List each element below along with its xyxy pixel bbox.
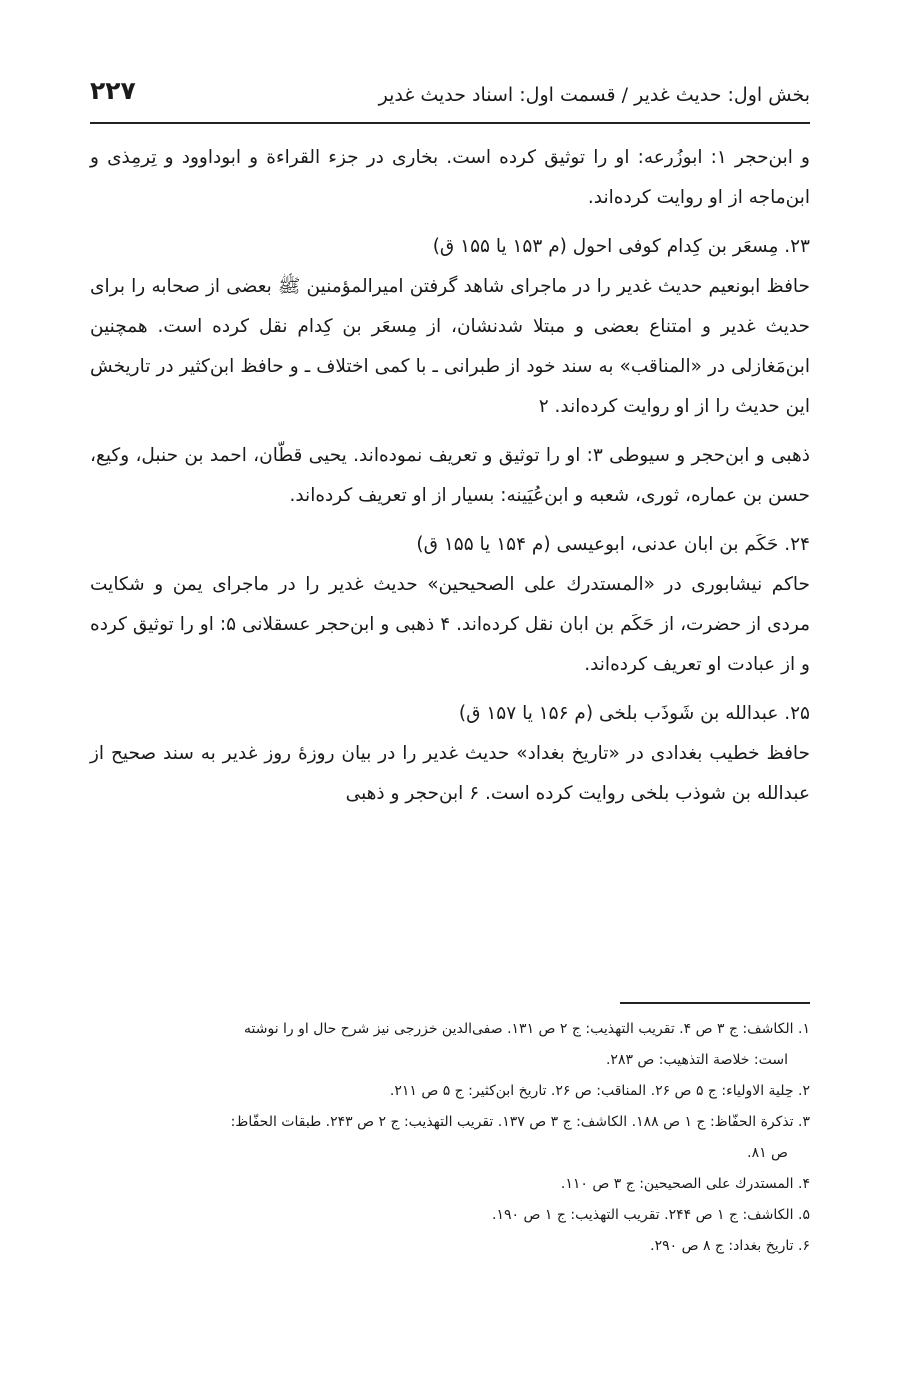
section-heading-24: ۲۴. حَکَم بن ابان عدنی، ابوعیسی (م ۱۵۴ یا ۱۵۵ ق) [416, 534, 810, 555]
page-number: ۲۲۷ [90, 76, 136, 105]
paragraph: حافظ خطیب بغدادی در «تاریخ بغداد» حدیث غدیر را در بیان روزهٔ روز غدیر به سند صحیح از عبدالله بن شوذب بلخی روایت کرده است. ۶ ابن‌حجر و ذهبی [90, 743, 810, 804]
section-heading-23: ۲۳. مِسعَر بن کِدام کوفی احول (م ۱۵۳ یا ۱۵۵ ق) [432, 236, 810, 257]
footnote-2: ۲. حِلیة الاولیاء: ج ۵ ص ۲۶. المناقب: ص ۲۶. تاریخ ابن‌کثیر: ج ۵ ص ۲۱۱. [389, 1083, 810, 1099]
footnote-1: ۱. الکاشف: ج ۳ ص ۴. تقریب التهذیب: ج ۲ ص ۱۳۱. صفی‌الدین خزرجی نیز شرح حال او را نوشته [244, 1021, 810, 1037]
paragraph: حافظ ابونعیم حدیث غدیر را در ماجرای شاهد گرفتن امیرالمؤمنین ﷺ بعضی از صحابه را برای حدیث غدیر و امتناع بعضی و مبتلا شدنشان، از مِسعَر بن کِدام نقل کرده است. همچنین ابن‌مَغازلی در «المناقب» به سند خود از طبرانی ـ با کمی اختلاف ـ و حافظ ابن‌کثیر در تاریخش این حدیث را از او روایت کرده‌اند. ۲ [90, 276, 810, 417]
footnote-divider [620, 1002, 810, 1004]
footnotes [90, 1002, 810, 1262]
footnote-1-continued: است: خلاصة التذهیب: ص ۲۸۳. [605, 1052, 788, 1068]
footnote-4: ۴. المستدرك علی الصحیحین: ج ۳ ص ۱۱۰. [560, 1176, 810, 1192]
footnote-5: ۵. الکاشف: ج ۱ ص ۲۴۴. تقریب التهذیب: ج ۱ ص ۱۹۰. [492, 1207, 810, 1223]
main-text [90, 138, 810, 814]
paragraph: و ابن‌حجر ۱: ابوزُرعه: او را توثیق کرده است. بخاری در جزء القراءة و ابوداوود و تِرمِذی و ابن‌ماجه از او روایت کرده‌اند. [90, 147, 810, 208]
footnote-3: ۳. تذکرة الحفّاظ: ج ۱ ص ۱۸۸. الکاشف: ج ۳ ص ۱۳۷. تقریب التهذیب: ج ۲ ص ۲۴۳. طبقات الحفّاظ: [230, 1114, 810, 1130]
page-header [90, 72, 810, 124]
paragraph: حاکم نیشابوری در «المستدرك علی الصحیحین» حدیث غدیر را در ماجرای یمن و شکایت مردی از حضرت، از حَکَم بن ابان نقل کرده‌اند. ۴ ذهبی و ابن‌حجر عسقلانی ۵: او را توثیق کرده و از عبادت او تعریف کرده‌اند. [90, 574, 810, 675]
paragraph: ذهبی و ابن‌حجر و سیوطی ۳: او را توثیق و تعریف نموده‌اند. یحیی قطّان، احمد بن حنبل، وکیع، حسن بن عماره، ثوری، شعبه و ابن‌عُیَینه: بسیار از او تعریف کرده‌اند. [90, 445, 810, 506]
running-title: بخش اول: حدیث غدیر / قسمت اول: اسناد حدیث غدیر [378, 84, 810, 106]
footnote-6: ۶. تاریخ بغداد: ج ۸ ص ۲۹۰. [650, 1238, 810, 1254]
footnote-3-continued: ص ۸۱. [747, 1145, 788, 1161]
section-heading-25: ۲۵. عبدالله بن شَوذَب بلخی (م ۱۵۶ یا ۱۵۷ ق) [458, 703, 810, 724]
